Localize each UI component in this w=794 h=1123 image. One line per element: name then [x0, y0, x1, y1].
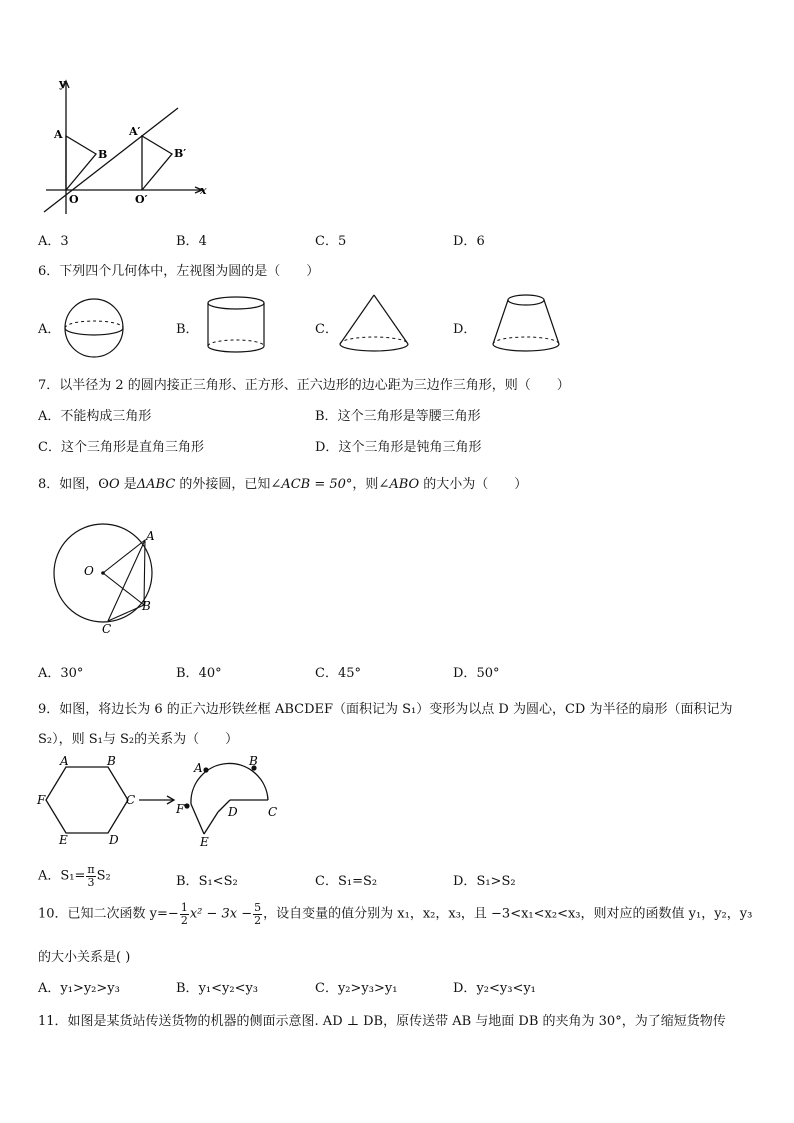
- option-text: y₂>y₃>y₁: [337, 981, 398, 996]
- q7-stem: 7．以半径为 2 的圆内接正三角形、正方形、正六边形的边心距为三边作三角形，则（ ）: [38, 378, 570, 393]
- y-axis-label: y: [59, 77, 66, 90]
- option-letter: A．: [38, 868, 61, 884]
- hex-label-C: C: [126, 793, 136, 807]
- option-text: 45°: [337, 666, 361, 681]
- q10-stem-line-2: 的大小关系是( ): [38, 950, 131, 965]
- option-text: S₁<S₂: [198, 874, 238, 889]
- label-B-prime: B′: [174, 147, 187, 160]
- option-letter: B．: [176, 234, 199, 249]
- q10-option-c[interactable]: [315, 977, 397, 996]
- q9-hexagon-to-sector-figure: [36, 752, 286, 852]
- q5-option-a[interactable]: [38, 230, 69, 249]
- option-text: S₁=S₂: [337, 874, 378, 889]
- five-halves-fraction: $\frac{5}{2}$: [254, 901, 262, 927]
- hex-label-E: E: [59, 833, 68, 847]
- x-axis-label: x: [200, 184, 207, 197]
- q6-stem: 6．下列四个几何体中，左视图为圆的是（ ）: [38, 264, 320, 279]
- hex-label-F: F: [37, 793, 46, 807]
- option-letter: D．: [453, 981, 477, 996]
- label-A: A: [54, 128, 63, 141]
- q8-circle-figure: [48, 520, 168, 636]
- option-letter: D．: [453, 874, 477, 889]
- q5-coordinate-figure: [36, 76, 216, 216]
- q8-option-a[interactable]: [38, 662, 83, 681]
- sector-label-F: F: [176, 802, 185, 816]
- label-O: O: [84, 564, 94, 578]
- one-half-fraction: $\frac{1}{2}$: [180, 901, 188, 927]
- option-text: y₁<y₂<y₃: [198, 981, 259, 996]
- option-letter: C．: [315, 981, 338, 996]
- sector-label-A: A: [194, 761, 203, 775]
- option-text: y₁>y₂>y₃: [60, 981, 120, 996]
- q9-option-d[interactable]: [453, 870, 516, 889]
- option-text: y₂<y₃<y₁: [476, 981, 536, 996]
- q6-option-c-letter[interactable]: C．: [315, 322, 338, 337]
- label-C: C: [102, 622, 112, 636]
- option-letter: D．: [453, 234, 477, 249]
- q7-option-d[interactable]: [315, 436, 481, 455]
- q7-option-b[interactable]: [315, 405, 481, 424]
- hex-label-A: A: [60, 754, 69, 768]
- label-O-prime: O′: [135, 193, 148, 206]
- option-letter: D．: [453, 666, 477, 681]
- option-letter: C．: [315, 874, 338, 889]
- option-text: S₁>S₂: [476, 874, 516, 889]
- option-letter: C．: [315, 666, 338, 681]
- cylinder-icon[interactable]: [204, 294, 268, 356]
- hex-label-D: D: [109, 833, 119, 847]
- option-text: 50°: [476, 666, 500, 681]
- option-letter: A．: [38, 234, 61, 249]
- sector-label-E: E: [200, 835, 209, 849]
- q6-option-b-letter[interactable]: B．: [176, 322, 199, 337]
- q8-option-b[interactable]: [176, 662, 222, 681]
- q8-stem: 8．如图，ʘO 是ΔABC 的外接圆，已知∠ACB = 50°，则∠ABO 的大小为（ ）: [38, 477, 528, 492]
- q10-option-d[interactable]: [453, 977, 536, 996]
- label-B: B: [98, 148, 108, 161]
- label-B: B: [142, 599, 151, 613]
- q9-option-b[interactable]: [176, 870, 238, 889]
- option-text: 4: [198, 234, 207, 249]
- option-letter: D．: [315, 440, 339, 455]
- q8-option-d[interactable]: [453, 662, 499, 681]
- label-A: A: [146, 529, 155, 543]
- option-text: 30°: [60, 666, 84, 681]
- sector-label-C: C: [268, 805, 278, 819]
- q11-stem: 11．如图是某货站传送货物的机器的侧面示意图. AD ⊥ DB，原传送带 AB 与地面 DB 的夹角为 30°，为了缩短货物传: [38, 1014, 726, 1029]
- q7-option-c[interactable]: [38, 436, 204, 455]
- option-text: 不能构成三角形: [60, 409, 152, 424]
- option-letter: C．: [38, 440, 61, 455]
- sector-label-D: D: [228, 805, 238, 819]
- q9-option-a[interactable]: A．S₁= $\frac{\pi}{3}$ S₂: [38, 863, 111, 889]
- q9-stem-line-2: S₂），则 S₁与 S₂的关系为（ ）: [38, 732, 239, 747]
- option-letter: B．: [176, 874, 199, 889]
- label-O: O: [69, 193, 79, 206]
- option-letter: A．: [38, 666, 61, 681]
- q5-option-c[interactable]: [315, 230, 346, 249]
- pi-over-3-fraction: $\frac{\pi}{3}$: [87, 863, 95, 889]
- q5-option-d[interactable]: [453, 230, 485, 249]
- q8-option-c[interactable]: [315, 662, 361, 681]
- sector-label-B: B: [249, 754, 258, 768]
- option-text: 40°: [198, 666, 222, 681]
- option-text: 6: [476, 234, 485, 249]
- q5-option-b[interactable]: [176, 230, 207, 249]
- option-letter: A．: [38, 981, 61, 996]
- option-text: 这个三角形是等腰三角形: [337, 409, 481, 424]
- option-text: 这个三角形是直角三角形: [60, 440, 204, 455]
- option-text: 5: [337, 234, 347, 249]
- option-text: 这个三角形是钝角三角形: [338, 440, 482, 455]
- frustum-icon[interactable]: [488, 292, 564, 356]
- hex-label-B: B: [107, 754, 116, 768]
- q10-stem-line-1: 10．已知二次函数 y=− $\frac{1}{2}$ x² − 3x − $\frac{5}{2}$ ，设自变量的值分别为 x₁，x₂，x₃，且 −3<x₁<x₂<x₃，则对应的函数值 y₁，y₂，y₃: [38, 901, 753, 927]
- option-letter: C．: [315, 234, 338, 249]
- q10-option-a[interactable]: [38, 977, 120, 996]
- q9-option-c[interactable]: [315, 870, 377, 889]
- q6-option-d-letter[interactable]: D．: [453, 322, 477, 337]
- q6-option-a-letter[interactable]: A．: [38, 322, 61, 337]
- q10-option-b[interactable]: [176, 977, 258, 996]
- q9-stem-line-1: 9．如图，将边长为 6 的正六边形铁丝框 ABCDEF（面积记为 S₁）变形为以点 D 为圆心，CD 为半径的扇形（面积记为: [38, 702, 733, 717]
- sphere-icon[interactable]: [62, 296, 126, 360]
- q7-option-a[interactable]: [38, 405, 151, 424]
- label-A-prime: A′: [129, 125, 141, 138]
- option-letter: A．: [38, 409, 61, 424]
- option-letter: B．: [176, 981, 199, 996]
- option-text: 3: [60, 234, 69, 249]
- option-letter: B．: [315, 409, 338, 424]
- option-letter: B．: [176, 666, 199, 681]
- cone-icon[interactable]: [336, 292, 412, 356]
